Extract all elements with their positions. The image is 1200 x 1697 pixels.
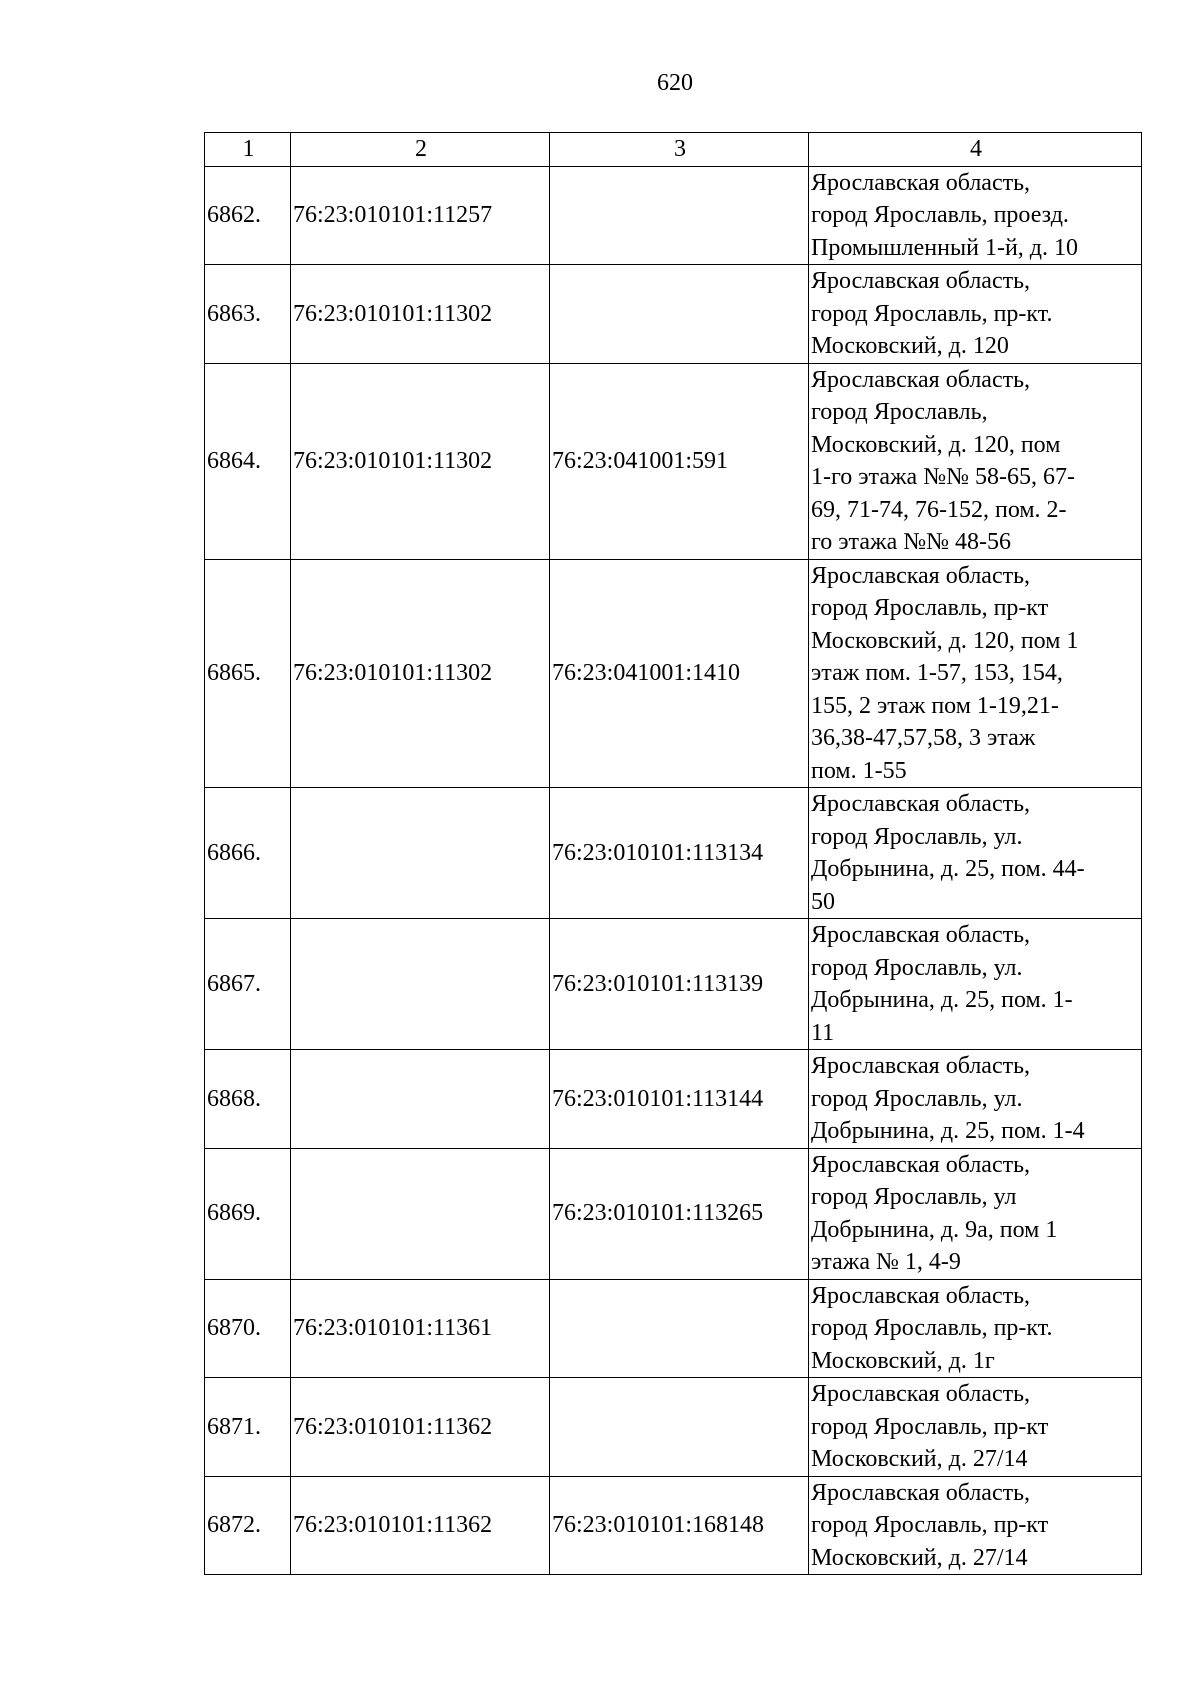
- address-line: город Ярославль, пр-кт.: [811, 300, 1053, 327]
- row-number-cell: 6870.: [205, 1279, 291, 1378]
- table-row: [205, 1378, 1142, 1477]
- address-line: Московский, д. 1г: [811, 1347, 995, 1374]
- address-line: го этажа №№ 48-56: [811, 529, 1012, 555]
- cadastral-number-cell: [291, 1148, 550, 1279]
- table-row: [205, 1050, 1142, 1149]
- header-cell-2: 2: [291, 133, 550, 167]
- row-number-cell: 6869.: [205, 1148, 291, 1279]
- row-number-cell: 6871.: [205, 1378, 291, 1477]
- table-row: [205, 788, 1142, 919]
- row-number-cell: 6867.: [205, 919, 291, 1050]
- address-line: город Ярославль, ул.: [811, 1085, 1023, 1112]
- address-line: 1-го этажа №№ 58-65, 67-: [811, 464, 1075, 490]
- address-line: Ярославская область,: [811, 1381, 1031, 1407]
- address-line: город Ярославль, пр-кт: [811, 1512, 1049, 1538]
- related-cadastral-number-cell: [550, 1378, 809, 1477]
- header-cell-3: 3: [550, 133, 809, 167]
- address-line: город Ярославль, пр-кт: [811, 595, 1049, 621]
- address-cell: [809, 1148, 1142, 1279]
- related-cadastral-number-cell: 76:23:041001:591: [550, 363, 809, 559]
- address-line: Добрынина, д. 25, пом. 44-: [811, 856, 1085, 882]
- row-number-cell: 6866.: [205, 788, 291, 919]
- address-line: Добрынина, д. 9а, пом 1: [811, 1216, 1058, 1243]
- address-line: этажа № 1, 4-9: [811, 1249, 961, 1275]
- related-cadastral-number-cell: 76:23:010101:113134: [550, 788, 809, 919]
- cadastral-number-cell: 76:23:010101:11361: [291, 1279, 550, 1378]
- address-line: Ярославская область,: [811, 1053, 1031, 1079]
- cadastral-number-cell: [291, 1050, 550, 1149]
- header-cell-4: 4: [809, 133, 1142, 167]
- cadastral-number-cell: 76:23:010101:11362: [291, 1476, 550, 1575]
- row-number-cell: 6872.: [205, 1476, 291, 1575]
- address-cell: [809, 363, 1142, 559]
- related-cadastral-number-cell: 76:23:010101:168148: [550, 1476, 809, 1575]
- table-row: [205, 1148, 1142, 1279]
- related-cadastral-number-cell: [550, 166, 809, 265]
- row-number-cell: 6864.: [205, 363, 291, 559]
- address-line: 11: [811, 1019, 835, 1046]
- address-line: Ярославская область,: [811, 1282, 1031, 1309]
- address-line: 50: [811, 888, 835, 915]
- address-line: Добрынина, д. 25, пом. 1-4: [811, 1118, 1085, 1144]
- address-cell: [809, 265, 1142, 364]
- table-row: [205, 1279, 1142, 1378]
- cadastral-number-cell: [291, 919, 550, 1050]
- address-line: 155, 2 этаж пом 1-19,21-: [811, 692, 1059, 719]
- address-cell: [809, 1378, 1142, 1477]
- address-line: Московский, д. 27/14: [811, 1446, 1028, 1472]
- address-line: Промышленный 1-й, д. 10: [811, 234, 1078, 261]
- table-header-row: [205, 133, 1142, 167]
- related-cadastral-number-cell: [550, 1279, 809, 1378]
- table-row: [205, 919, 1142, 1050]
- address-line: этаж пом. 1-57, 153, 154,: [811, 660, 1063, 686]
- address-line: город Ярославль, ул.: [811, 954, 1023, 981]
- address-cell: [809, 1476, 1142, 1575]
- cadastral-number-cell: [291, 788, 550, 919]
- table-row: [205, 363, 1142, 559]
- header-cell-1: 1: [205, 133, 291, 167]
- address-line: Ярославская область,: [811, 922, 1031, 948]
- cadastral-number-cell: 76:23:010101:11302: [291, 265, 550, 364]
- address-line: Ярославская область,: [811, 268, 1031, 294]
- address-cell: [809, 1279, 1142, 1378]
- page-number: 620: [657, 70, 693, 96]
- row-number-cell: 6862.: [205, 166, 291, 265]
- address-cell: [809, 166, 1142, 265]
- address-line: Московский, д. 120, пом 1: [811, 627, 1079, 654]
- address-line: 36,38-47,57,58, 3 этаж: [811, 725, 1036, 751]
- address-line: город Ярославль, проезд.: [811, 202, 1069, 228]
- address-line: Ярославская область,: [811, 791, 1031, 817]
- table-row: [205, 166, 1142, 265]
- address-line: пом. 1-55: [811, 757, 907, 784]
- address-cell: [809, 1050, 1142, 1149]
- table-body: [205, 166, 1142, 1575]
- address-line: город Ярославль,: [811, 399, 988, 425]
- registry-table: [204, 132, 1142, 1575]
- related-cadastral-number-cell: 76:23:010101:113139: [550, 919, 809, 1050]
- related-cadastral-number-cell: 76:23:010101:113265: [550, 1148, 809, 1279]
- table-row: [205, 559, 1142, 788]
- cadastral-number-cell: 76:23:010101:11362: [291, 1378, 550, 1477]
- row-number-cell: 6868.: [205, 1050, 291, 1149]
- address-line: Московский, д. 27/14: [811, 1544, 1028, 1571]
- address-cell: [809, 788, 1142, 919]
- address-cell: [809, 559, 1142, 788]
- cadastral-number-cell: 76:23:010101:11302: [291, 363, 550, 559]
- address-line: Московский, д. 120: [811, 333, 1009, 359]
- related-cadastral-number-cell: 76:23:041001:1410: [550, 559, 809, 788]
- address-cell: [809, 919, 1142, 1050]
- related-cadastral-number-cell: [550, 265, 809, 364]
- row-number-cell: 6865.: [205, 559, 291, 788]
- address-line: Ярославская область,: [811, 1151, 1031, 1178]
- address-line: город Ярославль, пр-кт.: [811, 1315, 1053, 1341]
- cadastral-number-cell: 76:23:010101:11302: [291, 559, 550, 788]
- address-line: Ярославская область,: [811, 562, 1031, 589]
- address-line: Добрынина, д. 25, пом. 1-: [811, 987, 1073, 1013]
- address-line: 69, 71-74, 76-152, пом. 2-: [811, 496, 1067, 523]
- address-line: Ярославская область,: [811, 1479, 1031, 1506]
- related-cadastral-number-cell: 76:23:010101:113144: [550, 1050, 809, 1149]
- table-row: [205, 265, 1142, 364]
- cadastral-number-cell: 76:23:010101:11257: [291, 166, 550, 265]
- address-line: Ярославская область,: [811, 169, 1031, 196]
- address-line: город Ярославль, ул: [811, 1184, 1017, 1210]
- row-number-cell: 6863.: [205, 265, 291, 364]
- address-line: Ярославская область,: [811, 366, 1031, 393]
- address-line: город Ярославль, пр-кт: [811, 1413, 1049, 1440]
- address-line: Московский, д. 120, пом: [811, 431, 1061, 458]
- address-line: город Ярославль, ул.: [811, 823, 1023, 850]
- table-row: [205, 1476, 1142, 1575]
